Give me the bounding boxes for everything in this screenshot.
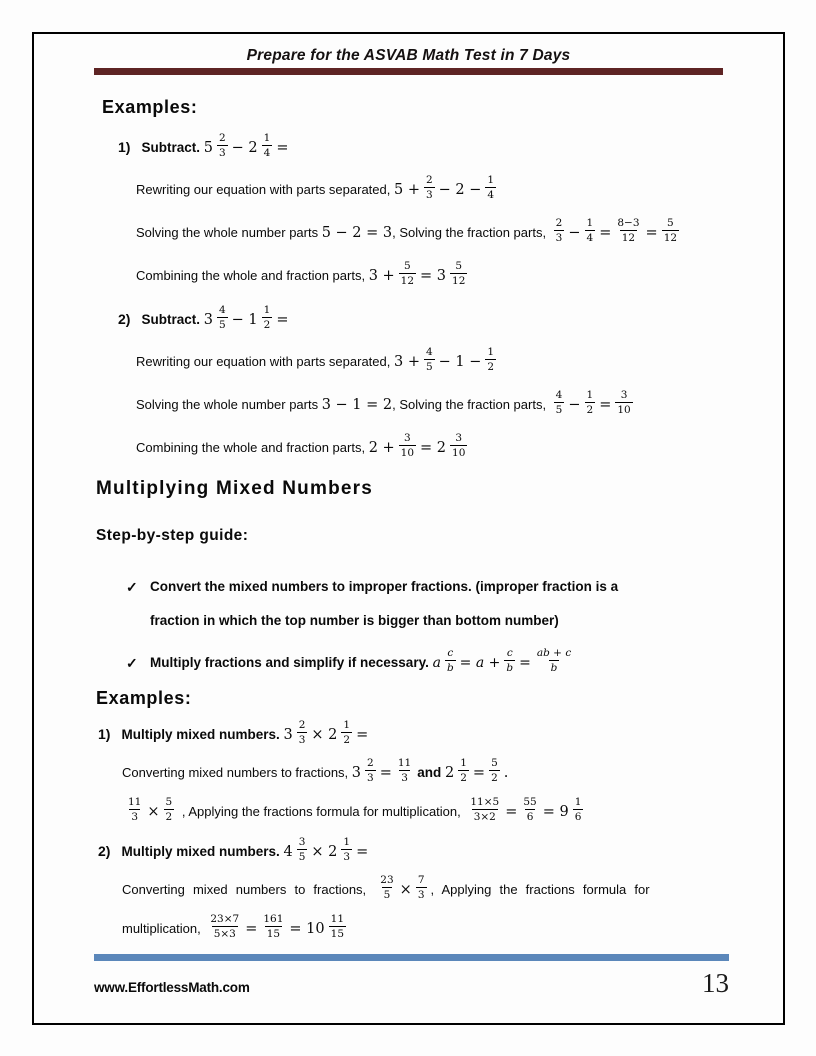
fraction-numerator: 11×5: [470, 795, 500, 808]
paragraph: [122, 914, 723, 944]
fraction-numerator: 5: [455, 259, 463, 272]
fraction-numerator: 1: [574, 795, 582, 808]
checklist-item: [96, 646, 723, 680]
fraction: [399, 260, 416, 288]
text-segment: a: [432, 655, 441, 671]
fraction: [554, 217, 565, 245]
text-segment: × 2: [311, 727, 338, 743]
paragraph: [122, 758, 723, 788]
fraction-numerator: 7: [417, 873, 425, 886]
text-segment: =: [519, 655, 531, 671]
fraction-numerator: 3: [298, 835, 306, 848]
fraction-denominator: 4: [586, 232, 594, 245]
fraction-numerator: 5: [491, 756, 498, 769]
text-segment: Solving the whole number parts: [136, 225, 322, 240]
text-segment: ×: [399, 882, 412, 898]
fraction-denominator: 2: [343, 734, 351, 747]
fraction-numerator: 1: [586, 388, 594, 401]
text-segment: − 1 −: [438, 354, 482, 370]
text-segment: −: [568, 225, 581, 241]
fraction: [261, 913, 285, 941]
text-segment: .: [503, 765, 509, 781]
fraction-numerator: c: [447, 646, 454, 659]
fraction-numerator: 23: [380, 873, 394, 886]
paragraph: [136, 218, 723, 248]
fraction-numerator: 8−3: [617, 216, 640, 229]
fraction: [615, 389, 632, 417]
fraction: [378, 874, 395, 902]
checklist-text: [150, 646, 577, 680]
fraction-numerator: 1: [263, 131, 271, 144]
text-segment: , Applying the fractions formula for multiplication,: [178, 804, 465, 819]
fraction-denominator: 5: [383, 889, 391, 902]
fraction-numerator: 23×7: [210, 912, 240, 925]
text-segment: , Solving the fraction parts,: [392, 225, 550, 240]
footer-row: [94, 968, 729, 999]
fraction-numerator: 3: [455, 431, 463, 444]
fraction-denominator: 5: [218, 319, 226, 332]
fraction: [585, 217, 596, 245]
fraction-numerator: 1: [343, 718, 351, 731]
paragraph: [122, 875, 723, 905]
fraction-numerator: 2: [367, 756, 374, 769]
text-segment: = 2: [420, 440, 447, 456]
fraction-denominator: 5×3: [213, 928, 236, 941]
fraction-denominator: 2: [586, 404, 594, 417]
fraction-numerator: 5: [165, 795, 173, 808]
fraction-numerator: 11: [128, 795, 142, 808]
fraction-numerator: 11: [397, 756, 412, 769]
text-segment: =: [379, 765, 392, 781]
fraction: [485, 174, 496, 202]
fraction: [489, 757, 500, 785]
text-segment: Converting mixed numbers to fractions,: [122, 882, 375, 897]
fraction: [329, 913, 346, 941]
paragraph: [136, 390, 723, 420]
fraction: [217, 304, 228, 332]
fraction: [521, 796, 538, 824]
item-number: 2): [118, 311, 131, 327]
text-segment: =: [276, 312, 289, 328]
fraction-denominator: 5: [425, 361, 433, 374]
fraction-numerator: 5: [404, 259, 411, 272]
text-segment: Solving the whole number parts: [136, 397, 322, 412]
fraction: [450, 432, 467, 460]
numbered-item: [118, 132, 723, 163]
fraction-denominator: 5: [555, 404, 563, 417]
text-segment: and: [417, 765, 445, 780]
fraction-numerator: 161: [263, 912, 284, 925]
fraction-denominator: 2: [165, 811, 173, 824]
fraction-numerator: 1: [487, 345, 495, 358]
fraction-numerator: c: [506, 646, 513, 659]
item-number: 1): [98, 726, 111, 742]
fraction: [217, 132, 228, 160]
paragraph: [136, 175, 723, 205]
fraction: [365, 757, 376, 785]
text-segment: 4: [283, 844, 293, 860]
fraction-denominator: 3: [555, 232, 563, 245]
checkmark-icon: ✓: [126, 655, 138, 671]
fraction-denominator: 2: [460, 772, 467, 785]
fraction-denominator: 3: [417, 889, 425, 902]
page-header: [34, 34, 783, 75]
fraction-denominator: 10: [452, 447, 466, 460]
fraction: [341, 836, 352, 864]
text-segment: =: [472, 765, 486, 781]
text-segment: multiplication,: [122, 921, 205, 936]
fraction-denominator: 2: [263, 319, 271, 332]
text-segment: Combining the whole and fraction parts,: [136, 440, 369, 455]
text-segment: 3 +: [393, 354, 420, 370]
fraction-numerator: 55: [523, 795, 537, 808]
fraction-denominator: 3: [218, 147, 226, 160]
text-segment: Rewriting our equation with parts separated,: [136, 182, 394, 197]
fraction: [450, 260, 467, 288]
examples-heading: Examples:: [96, 688, 192, 708]
text-segment: Convert the mixed numbers to improper fractions. (improper fraction is a: [150, 579, 619, 594]
fraction: [468, 796, 501, 824]
text-segment: 5 − 2 = 3: [321, 225, 393, 241]
fraction: [535, 647, 573, 675]
fraction: [416, 874, 427, 902]
text-segment: = a +: [459, 655, 501, 671]
text-segment: =: [505, 804, 518, 820]
fraction: [297, 719, 308, 747]
text-segment: 3 +: [368, 268, 395, 284]
fraction-denominator: b: [446, 662, 454, 675]
fraction-denominator: 10: [400, 447, 415, 460]
fraction-denominator: 12: [663, 232, 678, 245]
text-segment: Multiply fractions and simplify if necessary.: [150, 655, 433, 670]
fraction-numerator: 1: [586, 216, 594, 229]
fraction-denominator: 2: [487, 361, 495, 374]
text-segment: 5: [203, 140, 213, 156]
fraction: [585, 389, 596, 417]
item-number: 1): [118, 139, 131, 155]
text-segment: =: [599, 225, 612, 241]
text-segment: , Solving the fraction parts,: [392, 397, 550, 412]
fraction-denominator: 6: [574, 811, 582, 824]
paragraph: [136, 347, 723, 377]
fraction: [262, 304, 273, 332]
text-segment: =: [645, 225, 658, 241]
text-segment: = 10: [289, 921, 325, 937]
fraction-numerator: 1: [487, 173, 495, 186]
paragraph: [122, 797, 723, 827]
fraction-denominator: 15: [266, 928, 281, 941]
checkmark-icon: ✓: [126, 579, 138, 595]
text-segment: − 2: [231, 140, 258, 156]
checklist-text: [150, 570, 618, 638]
text-segment: = 9: [542, 804, 569, 820]
fraction-numerator: 2: [425, 173, 433, 186]
fraction-denominator: 12: [400, 275, 415, 288]
text-segment: Multiply mixed numbers.: [121, 844, 284, 859]
page-footer: [94, 954, 729, 999]
fraction-numerator: 2: [298, 718, 306, 731]
fraction-denominator: 3: [367, 772, 374, 785]
text-segment: − 2 −: [438, 182, 482, 198]
fraction-denominator: 4: [263, 147, 271, 160]
footer-rule: [94, 954, 729, 961]
subheading: Step-by-step guide:: [96, 527, 249, 544]
fraction-denominator: 10: [617, 404, 631, 417]
fraction: [662, 217, 679, 245]
fraction-denominator: 2: [491, 772, 498, 785]
fraction: [164, 796, 175, 824]
fraction: [399, 432, 416, 460]
text-segment: 3: [283, 727, 293, 743]
fraction-denominator: 6: [526, 811, 534, 824]
website-link[interactable]: www.EffortlessMath.com: [94, 980, 250, 995]
text-segment: −: [568, 397, 581, 413]
fraction-numerator: ab + c: [536, 646, 572, 659]
fraction-numerator: 5: [667, 216, 674, 229]
text-segment: Multiply mixed numbers.: [121, 727, 284, 742]
text-segment: =: [599, 397, 612, 413]
checklist-item: [96, 570, 723, 638]
fraction: [445, 647, 456, 675]
paragraph: [136, 261, 723, 291]
text-segment: Combining the whole and fraction parts,: [136, 268, 369, 283]
text-segment: 3 − 1 = 2: [321, 397, 393, 413]
fraction-numerator: 4: [425, 345, 433, 358]
fraction: [554, 389, 565, 417]
text-segment: Converting mixed numbers to fractions,: [122, 765, 352, 780]
numbered-item: [98, 836, 723, 867]
fraction-denominator: 12: [621, 232, 636, 245]
text-segment: Rewriting our equation with parts separated,: [136, 354, 394, 369]
fraction: [396, 757, 413, 785]
fraction: [504, 647, 515, 675]
examples-heading: Examples:: [102, 97, 198, 117]
fraction-numerator: 4: [218, 303, 226, 316]
section-title: Multiplying Mixed Numbers: [96, 478, 374, 499]
fraction-numerator: 1: [460, 756, 467, 769]
text-segment: 3: [203, 312, 213, 328]
text-segment: 2 +: [368, 440, 395, 456]
text-segment: Subtract.: [141, 312, 204, 327]
numbered-item: [98, 719, 723, 750]
text-segment: = 3: [420, 268, 447, 284]
text-segment: − 1: [231, 312, 258, 328]
text-segment: , Applying the fractions formula for: [430, 882, 650, 897]
page-number: 13: [702, 968, 729, 998]
fraction-denominator: b: [506, 662, 514, 675]
fraction: [458, 757, 469, 785]
document-content: [34, 75, 783, 944]
fraction-denominator: 3: [425, 189, 433, 202]
numbered-item: [118, 304, 723, 335]
fraction: [297, 836, 308, 864]
fraction-numerator: 4: [555, 388, 563, 401]
fraction-denominator: 4: [487, 189, 495, 202]
fraction: [208, 913, 241, 941]
fraction-numerator: 2: [218, 131, 226, 144]
text-segment: fraction in which the top number is bigger than bottom number): [150, 613, 559, 628]
text-segment: =: [356, 844, 369, 860]
fraction: [424, 346, 435, 374]
paragraph: [136, 433, 723, 463]
text-segment: Subtract.: [141, 140, 204, 155]
fraction: [126, 796, 143, 824]
fraction: [573, 796, 584, 824]
page-border: [32, 32, 785, 1025]
fraction-denominator: 12: [452, 275, 466, 288]
fraction-numerator: 2: [555, 216, 563, 229]
fraction-denominator: 15: [330, 928, 345, 941]
fraction: [424, 174, 435, 202]
text-segment: ×: [147, 804, 160, 820]
fraction: [262, 132, 273, 160]
fraction-denominator: 3: [131, 811, 139, 824]
fraction-numerator: 3: [620, 388, 628, 401]
text-segment: =: [245, 921, 258, 937]
fraction-denominator: 3×2: [473, 811, 496, 824]
text-segment: =: [356, 727, 369, 743]
text-segment: × 2: [311, 844, 338, 860]
header-rule: [94, 68, 723, 75]
fraction-denominator: 3: [298, 734, 306, 747]
fraction: [341, 719, 352, 747]
fraction-numerator: 1: [263, 303, 271, 316]
fraction: [615, 217, 641, 245]
fraction-denominator: b: [550, 662, 558, 675]
page-title: Prepare for the ASVAB Math Test in 7 Days: [246, 47, 571, 64]
text-segment: =: [276, 140, 289, 156]
fraction-denominator: 5: [298, 851, 306, 864]
fraction-denominator: 3: [343, 851, 351, 864]
text-segment: 3: [351, 765, 362, 781]
item-number: 2): [98, 843, 111, 859]
fraction-denominator: 3: [401, 772, 408, 785]
fraction: [485, 346, 496, 374]
fraction-numerator: 11: [330, 912, 345, 925]
fraction-numerator: 1: [343, 835, 351, 848]
text-segment: 2: [445, 765, 455, 781]
text-segment: 5 +: [393, 182, 420, 198]
fraction-numerator: 3: [404, 431, 411, 444]
